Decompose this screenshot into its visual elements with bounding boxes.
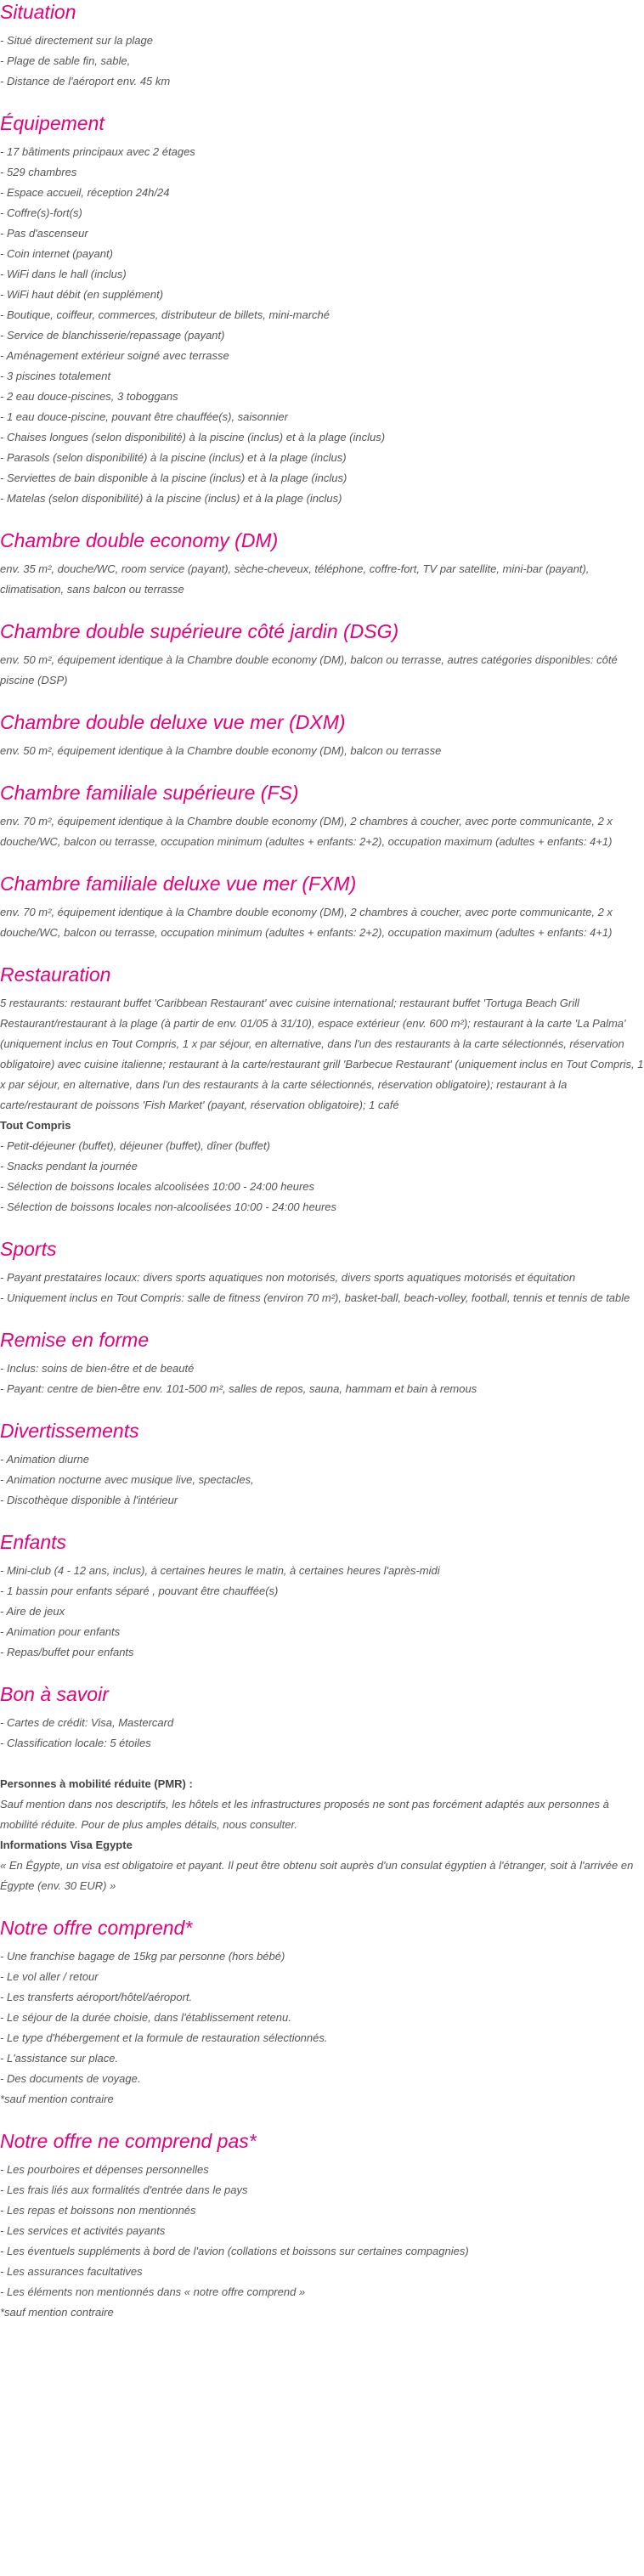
list-item: - Animation pour enfants (0, 1625, 121, 1638)
section-restauration (0, 963, 644, 1217)
list-item: - WiFi dans le hall (inclus) (0, 268, 127, 280)
section-title-bon-a-savoir: Bon à savoir (0, 1683, 109, 1705)
list-item: - Aire de jeux (0, 1605, 65, 1618)
list-item: - 17 bâtiments principaux avec 2 étages (0, 145, 195, 158)
room-description: env. 50 m², équipement identique à la Chambre double economy (DM), balcon ou terrasse, autres catégories disponibles: côté piscine (DSP) (0, 653, 618, 686)
list-item: - Espace accueil, réception 24h/24 (0, 186, 170, 199)
list-item: - Petit-déjeuner (buffet), déjeuner (buffet), dîner (buffet) (0, 1139, 270, 1152)
list-item: - Repas/buffet pour enfants (0, 1646, 134, 1658)
section-bon-a-savoir (0, 1682, 644, 1896)
list-item: - Sélection de boissons locales non-alcoolisées 10:00 - 24:00 heures (0, 1200, 337, 1213)
list-item: - Sélection de boissons locales alcoolisées 10:00 - 24:00 heures (0, 1180, 315, 1193)
list-item: - Les assurances facultatives (0, 2265, 143, 2278)
list-item: - Boutique, coiffeur, commerces, distributeur de billets, mini-marché (0, 308, 330, 321)
section-offre-ne-comprend-pas (0, 2129, 644, 2323)
room-description: env. 70 m², équipement identique à la Chambre double economy (DM), 2 chambres à coucher, avec porte communicante, 2 x douche/WC, balcon ou terrasse, occupation minimum (adultes + enfants: 2+2), occupation maximum (adultes + enfants: 4+1) (0, 815, 613, 848)
list-item: - Payant prestataires locaux: divers sports aquatiques non motorisés, divers sports aquatiques motorisés et équitation (0, 1271, 576, 1284)
list-item: - Les éléments non mentionnés dans « notre offre comprend » (0, 2285, 306, 2298)
section-title-equipement: Équipement (0, 112, 105, 134)
room-description: env. 50 m², équipement identique à la Chambre double economy (DM), balcon ou terrasse (0, 744, 442, 757)
section-room-fxm (0, 872, 644, 943)
list-item: - Coin internet (payant) (0, 247, 113, 260)
list-item: - Inclus: soins de bien-être et de beauté (0, 1362, 195, 1375)
list-item: - Snacks pendant la journée (0, 1160, 138, 1172)
restauration-subtitle: Tout Compris (0, 1119, 71, 1132)
section-title-divertissements: Divertissements (0, 1420, 139, 1442)
room-description: env. 70 m², équipement identique à la Chambre double economy (DM), 2 chambres à coucher, avec porte communicante, 2 x douche/WC, balcon ou terrasse, occupation minimum (adultes + enfants: 2+2), occupation maximum (adultes + enfants: 4+1) (0, 906, 613, 939)
room-description: env. 35 m², douche/WC, room service (payant), sèche-cheveux, téléphone, coffre-fort, TV par satellite, mini-bar (payant), climatisation, sans balcon ou terrasse (0, 562, 590, 596)
list-item: - Les transferts aéroport/hôtel/aéroport. (0, 1991, 193, 2003)
list-item: - Uniquement inclus en Tout Compris: salle de fitness (environ 70 m²), basket-ball, beach-volley, football, tennis et tennis de table (0, 1291, 630, 1304)
section-room-dsg (0, 619, 644, 691)
list-item: - Classification locale: 5 étoiles (0, 1737, 151, 1749)
list-item: - Mini-club (4 - 12 ans, inclus), à certaines heures le matin, à certaines heures l'après-midi (0, 1564, 440, 1577)
list-item: - Le type d'hébergement et la formule de restauration sélectionnés. (0, 2031, 328, 2044)
list-item: - Le séjour de la durée choisie, dans l'établissement retenu. (0, 2011, 291, 2024)
section-offre-comprend (0, 1916, 644, 2110)
section-title-offre-comprend: Notre offre comprend* (0, 1917, 193, 1939)
list-item: - Matelas (selon disponibilité) à la piscine (inclus) et à la plage (inclus) (0, 492, 342, 505)
list-item: - Discothèque disponible à l'intérieur (0, 1494, 178, 1506)
list-item: - Coffre(s)-fort(s) (0, 206, 82, 219)
list-item: - Aménagement extérieur soigné avec terrasse (0, 349, 229, 362)
list-item: - Les éventuels suppléments à bord de l'avion (collations et boissons sur certaines compagnies) (0, 2245, 469, 2257)
list-item: - Chaises longues (selon disponibilité) à la piscine (inclus) et à la plage (inclus) (0, 431, 386, 443)
section-situation (0, 0, 644, 92)
visa-text: « En Égypte, un visa est obligatoire et payant. Il peut être obtenu soit auprès d'un consulat égyptien à l'étranger, soit à l'arrivée en Égypte (env. 30 EUR) » (0, 1859, 634, 1892)
section-divertissements (0, 1419, 644, 1511)
section-room-fs (0, 781, 644, 852)
section-title-restauration: Restauration (0, 963, 111, 986)
section-title-situation: Situation (0, 1, 76, 23)
list-item: - Pas d'ascenseur (0, 227, 88, 240)
visa-title: Informations Visa Egypte (0, 1839, 133, 1851)
section-room-dm (0, 528, 644, 600)
list-item: - 1 bassin pour enfants séparé , pouvant être chauffée(s) (0, 1585, 279, 1597)
section-title-room-dsg: Chambre double supérieure côté jardin (DSG) (0, 620, 399, 642)
list-item: - Animation diurne (0, 1453, 90, 1466)
section-enfants (0, 1530, 644, 1663)
list-item: - Animation nocturne avec musique live, spectacles, (0, 1473, 254, 1486)
section-equipement (0, 111, 644, 509)
section-title-room-fs: Chambre familiale supérieure (FS) (0, 782, 299, 804)
section-title-room-dm: Chambre double economy (DM) (0, 529, 279, 551)
section-title-offre-ne-comprend-pas: Notre offre ne comprend pas* (0, 2130, 257, 2152)
footnote: *sauf mention contraire (0, 2306, 114, 2319)
list-item: - Service de blanchisserie/repassage (payant) (0, 329, 225, 342)
list-item: - 529 chambres (0, 166, 77, 178)
list-item: - Une franchise bagage de 15kg par personne (hors bébé) (0, 1950, 285, 1963)
section-title-room-dxm: Chambre double deluxe vue mer (DXM) (0, 711, 346, 733)
list-item: - L'assistance sur place. (0, 2052, 119, 2065)
list-item: - 2 eau douce-piscines, 3 toboggans (0, 390, 178, 403)
pmr-title: Personnes à mobilité réduite (PMR) : (0, 1777, 193, 1790)
list-item: - Les pourboires et dépenses personnelles (0, 2163, 209, 2176)
pmr-text: Sauf mention dans nos descriptifs, les hôtels et les infrastructures proposés ne sont pas forcément adaptés aux personnes à mobilité réduite. Pour de plus amples détails, nous consulter. (0, 1798, 609, 1831)
list-item: - Les repas et boissons non mentionnés (0, 2204, 196, 2217)
list-item: - Les frais liés aux formalités d'entrée dans le pays (0, 2183, 248, 2196)
section-sports (0, 1237, 644, 1308)
restauration-description: 5 restaurants: restaurant buffet 'Caribbean Restaurant' avec cuisine international; restaurant buffet 'Tortuga Beach Grill Restaurant/restaurant à la plage (à partir de env. 01/05 à 31/10), espace extérieur (env. 600 m²); restaurant à la carte 'La Palma' (uniquement inclus en Tout Compris, 1 x par séjour, en alternative, dans l'un des restaurants à la carte sélectionnés, réservation obligatoire) avec cuisine italienne; restaurant à la carte/restaurant grill 'Barbecue Restaurant' (uniquement inclus en Tout Compris, 1 x par séjour, en alternative, dans l'un des restaurants à la carte sélectionnés, réservation obligatoire); restaurant à la carte/restaurant de poissons 'Fish Market' (payant, réservation obligatoire); 1 café (0, 997, 644, 1111)
section-title-remise-en-forme: Remise en forme (0, 1329, 150, 1351)
list-item: - Des documents de voyage. (0, 2072, 141, 2085)
section-title-room-fxm: Chambre familiale deluxe vue mer (FXM) (0, 873, 357, 895)
footnote: *sauf mention contraire (0, 2093, 114, 2105)
list-item: - Cartes de crédit: Visa, Mastercard (0, 1716, 174, 1729)
list-item: - Serviettes de bain disponible à la piscine (inclus) et à la plage (inclus) (0, 472, 347, 484)
list-item: - 1 eau douce-piscine, pouvant être chauffée(s), saisonnier (0, 410, 288, 423)
section-title-enfants: Enfants (0, 1531, 66, 1553)
section-room-dxm (0, 710, 644, 761)
list-item: - Distance de l'aéroport env. 45 km (0, 75, 171, 88)
section-remise-en-forme (0, 1328, 644, 1399)
list-item: - Le vol aller / retour (0, 1970, 99, 1983)
section-title-sports: Sports (0, 1238, 57, 1260)
list-item: - Situé directement sur la plage (0, 34, 153, 47)
list-item: - Parasols (selon disponibilité) à la piscine (inclus) et à la plage (inclus) (0, 451, 347, 464)
list-item: - Les services et activités payants (0, 2224, 166, 2237)
list-item: - WiFi haut débit (en supplément) (0, 288, 164, 301)
list-item: - 3 piscines totalement (0, 370, 111, 382)
list-item: - Payant: centre de bien-être env. 101-500 m², salles de repos, sauna, hammam et bain à remous (0, 1382, 477, 1395)
list-item: - Plage de sable fin, sable, (0, 54, 131, 67)
